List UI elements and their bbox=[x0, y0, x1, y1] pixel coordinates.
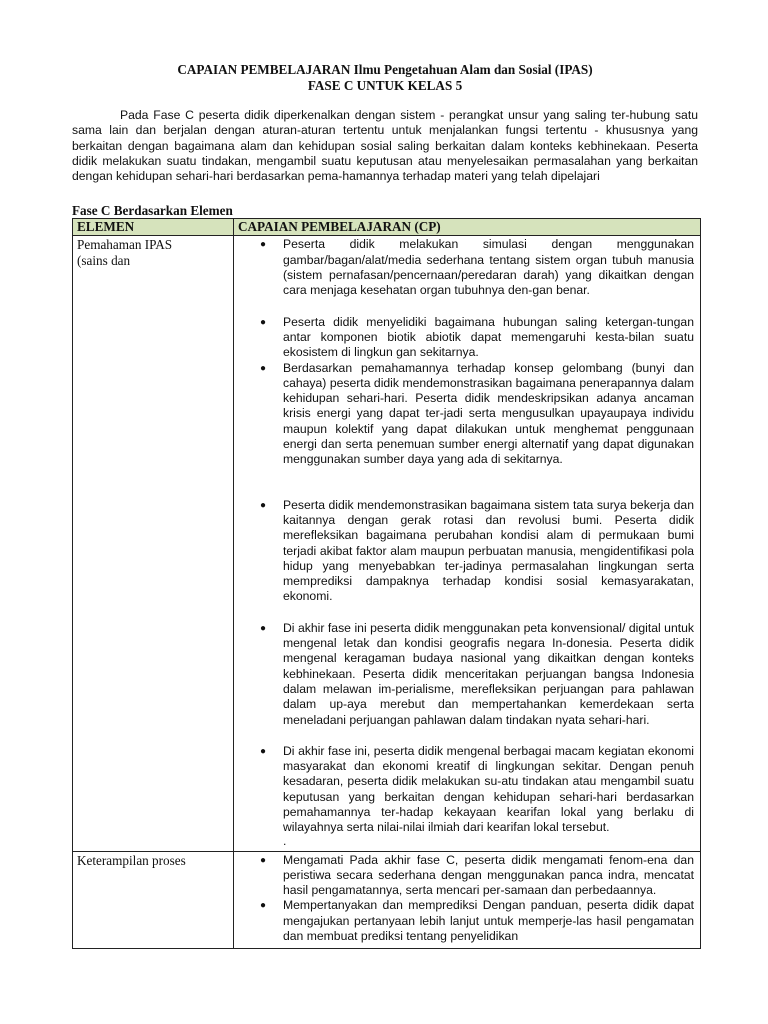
list-item bbox=[238, 621, 696, 728]
document-page bbox=[72, 62, 698, 949]
list-item bbox=[238, 315, 696, 361]
elemen-cell bbox=[73, 851, 234, 949]
document-title-line2: FASE C UNTUK KELAS 5 bbox=[307, 78, 463, 93]
document-title-line1: CAPAIAN PEMBELAJARAN Ilmu Pengetahuan Alam dan Sosial (IPAS) bbox=[177, 62, 593, 77]
list-item-text: Di akhir fase ini, peserta didik mengenal berbagai macam kegiatan ekonomi masyarakat dan ekonomi kreatif di lingkungan sekitar. Dengan penuh kesadaran, peserta didik melakukan su-atu tindakan atau mengambil suatu keputusan yang berkaitan dengan kehidupan sehari-hari berdasarkan pemahamannya ter-hadap kekayaan kearifan lokal yang berlaku di wilayahnya serta nilai-nilai ilmiah dari kearifan lokal tersebut. bbox=[283, 743, 694, 835]
cp-list bbox=[238, 498, 696, 605]
cp-cell bbox=[234, 236, 701, 851]
table-header-row bbox=[73, 219, 701, 236]
bullet-icon: ● bbox=[260, 239, 267, 251]
list-item bbox=[238, 498, 696, 605]
elemen-cell bbox=[73, 236, 234, 851]
list-item-text: Mengamati Pada akhir fase C, peserta didik mengamati fenom-ena dan peristiwa secara sederhana dengan menggunakan panca indra, mencatat hasil pengamatannya, serta mencari per-samaan dan perbedaannya. bbox=[283, 852, 694, 898]
cp-list bbox=[238, 744, 696, 836]
bullet-icon: ● bbox=[260, 745, 267, 757]
list-item bbox=[238, 898, 696, 944]
list-item-text: Di akhir fase ini peserta didik menggunakan peta konvensional/ digital untuk mengenal letak dan kondisi geografis negara In-donesia. Peserta didik mengenal keragaman budaya nasional yang dikaitkan dengan konteks kebhinekaan. Peserta didik menceritakan perjuangan bangsa Indonesia dalam melawan im-perialisme, merefleksikan perjuangan para pahlawan dalam up-aya merebut dan mempertahankan kemerdekaan serta meneladani perjuangan pahlawan dalam tindakan nyata sehari-hari. bbox=[283, 620, 694, 727]
list-item bbox=[238, 237, 696, 298]
section-heading: Fase C Berdasarkan Elemen bbox=[72, 203, 233, 219]
intro-paragraph: Pada Fase C peserta didik diperkenalkan dengan sistem - perangkat unsur yang saling ter-hubung satu sama lain dan berjalan dengan aturan-aturan tertentu untuk menjalankan fungsi tertentu - khususnya yang berkaitan dengan bagaimana alam dan kehidupan sosial saling berkaitan dalam konteks kebhinekaan. Peserta didik melakukan suatu tindakan, mengambil suatu keputusan atau menyelesaikan permasalahan yang berkaitan dengan kehidupan sehari-hari berdasarkan pema-hamannya terhadap materi yang telah dipelajari bbox=[72, 108, 698, 184]
elemen-label: Pemahaman IPAS bbox=[77, 237, 173, 253]
bullet-icon: ● bbox=[260, 316, 267, 328]
elemen-label: (sains dan bbox=[77, 253, 131, 269]
list-item-text: Peserta didik menyelidiki bagaimana hubungan saling ketergan-tungan antar komponen biotik abiotik dapat memengaruhi kesta-bilan suatu ekosistem di lingkun gan sekitarnya. bbox=[283, 314, 694, 360]
table-row-pemahaman-ipas bbox=[73, 236, 701, 851]
table-row-keterampilan-proses bbox=[73, 851, 701, 949]
bullet-icon: ● bbox=[260, 900, 267, 912]
cp-list bbox=[238, 853, 696, 945]
cp-list bbox=[238, 621, 696, 728]
bullet-icon: ● bbox=[260, 362, 267, 374]
list-item-text: Peserta didik melakukan simulasi dengan menggunakan gambar/bagan/alat/media sederhana tentang sistem organ tubuh manusia (sistem pernafasan/pencernaan/peredaran darah) yang dikaitkan dengan cara menjaga kesehatan organ tubuhnya den-gan benar. bbox=[283, 237, 694, 298]
header-cp: CAPAIAN PEMBELAJARAN (CP) bbox=[234, 219, 701, 236]
trailing-mark: . bbox=[283, 833, 287, 848]
bullet-icon: ● bbox=[260, 499, 267, 511]
cp-list bbox=[238, 237, 696, 298]
elemen-label: Keterampilan proses bbox=[77, 852, 186, 868]
bullet-icon: ● bbox=[260, 622, 267, 634]
list-item bbox=[238, 744, 696, 836]
list-item bbox=[238, 853, 696, 899]
cp-table bbox=[72, 218, 701, 949]
list-item bbox=[238, 361, 696, 468]
list-item-text: Peserta didik mendemonstrasikan bagaimana sistem tata surya bekerja dan kaitannya dengan gerak rotasi dan revolusi bumi. Peserta didik merefleksikan bagaimana perubahan kondisi alam di permukaan bumi terjadi akibat faktor alam maupun perbuatan manusia, mengidentifikasi pola hidup yang menyebabkan ter-jadinya permasalahan lingkungan serta memprediksi dampaknya terhadap kondisi sosial kemasyarakatan, ekonomi. bbox=[283, 497, 694, 604]
header-elemen: ELEMEN bbox=[73, 219, 234, 236]
cp-cell bbox=[234, 851, 701, 949]
bullet-icon: ● bbox=[260, 854, 267, 866]
list-item-text: Berdasarkan pemahamannya terhadap konsep gelombang (bunyi dan cahaya) peserta didik mendemonstrasikan bagaimana penerapannya dalam kehidupan sehari-hari. Peserta didik mendeskripsikan adanya ancaman krisis energi yang dapat ter-jadi serta mengusulkan upayaupaya individu maupun kolektif yang dapat dilakukan untuk menghemat penggunaan energi dan serta penemuan sumber energi alternatif yang dapat digunakan menggunakan sumber daya yang ada di sekitarnya. bbox=[283, 360, 694, 467]
list-item-text: Mempertanyakan dan memprediksi Dengan panduan, peserta didik dapat mengajukan pertanyaan lebih lanjut untuk memperje-las hasil pengamatan dan membuat prediksi tentang penyelidikan bbox=[283, 898, 694, 944]
cp-list bbox=[238, 315, 696, 468]
